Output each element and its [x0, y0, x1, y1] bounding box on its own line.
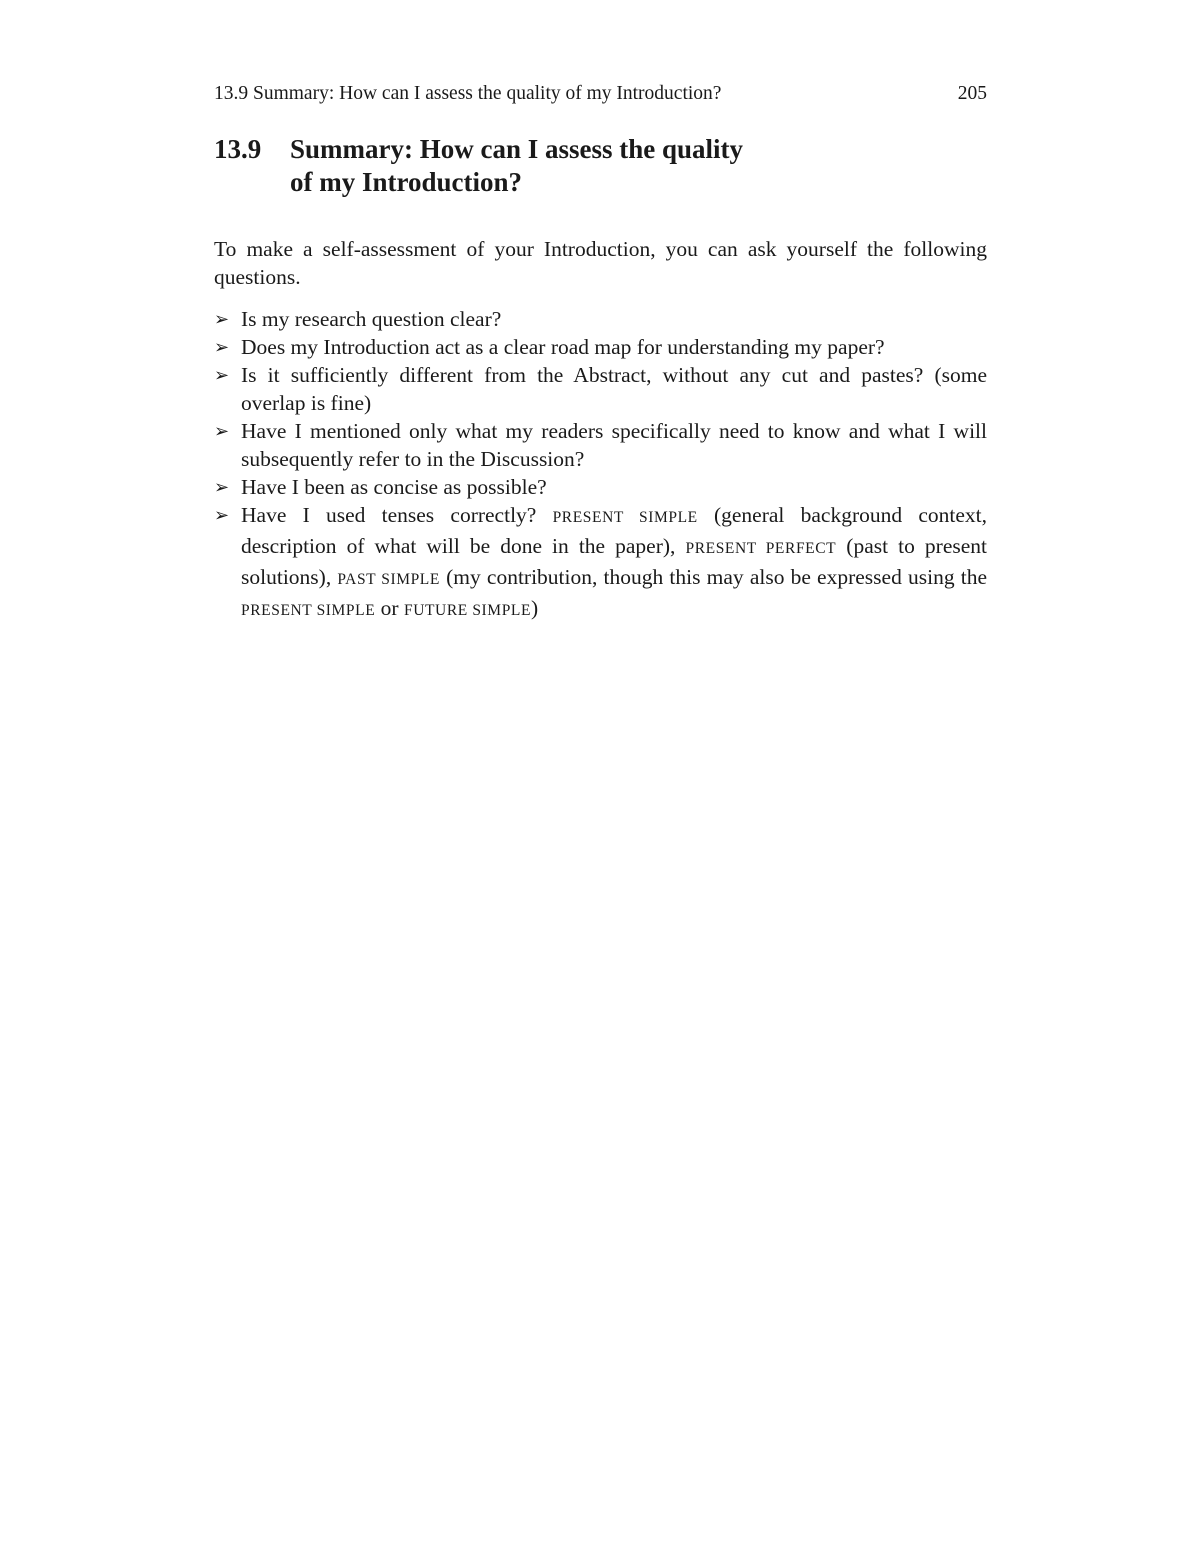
- arrow-bullet-icon: ➢: [214, 477, 230, 497]
- question-list: [214, 305, 987, 625]
- tense-term: FUTURE SIMPLE: [403, 602, 532, 619]
- arrow-bullet-icon: ➢: [214, 309, 230, 329]
- list-item: [214, 417, 987, 473]
- page-number: 205: [957, 83, 987, 104]
- intro-paragraph: To make a self-assessment of your Introduction, you can ask yourself the following questions.: [214, 237, 987, 289]
- list-item-tenses: [214, 501, 987, 625]
- tense-term: PRESENT SIMPLE: [241, 602, 376, 619]
- arrow-bullet-icon: ➢: [214, 337, 230, 357]
- list-item: [214, 305, 987, 333]
- running-title: 13.9 Summary: How can I assess the quality of my Introduction?: [214, 83, 722, 104]
- tense-term: PRESENT SIMPLE: [552, 509, 698, 526]
- arrow-bullet-icon: ➢: [214, 505, 230, 525]
- text-run: or: [375, 596, 404, 620]
- list-item-text: [241, 503, 987, 620]
- text-run: (my contribution, though this may also be expressed using the: [439, 565, 988, 589]
- arrow-bullet-icon: ➢: [214, 365, 230, 385]
- text-run: (general background context, description of what will be done in the paper),: [241, 503, 988, 558]
- list-item: [214, 333, 987, 361]
- list-item: [214, 473, 987, 501]
- tense-term: PRESENT PERFECT: [685, 540, 837, 557]
- text-run: Have I used tenses correctly?: [241, 503, 553, 527]
- running-header: [214, 80, 987, 108]
- tense-term: PAST SIMPLE: [337, 571, 440, 588]
- section-title-line-1: Summary: How can I assess the quality: [290, 134, 744, 164]
- section-title: [290, 133, 850, 199]
- text-run: (past to present solutions),: [241, 534, 987, 589]
- list-item-text: Have I been as concise as possible?: [241, 475, 547, 499]
- section-number: 13.9: [214, 134, 262, 164]
- list-item-text: Is it sufficiently different from the Abstract, without any cut and pastes? (some overlap is fine): [241, 363, 987, 415]
- text-run: ): [531, 596, 539, 620]
- list-item-text: Does my Introduction act as a clear road map for understanding my paper?: [241, 335, 885, 359]
- list-item-text: Have I mentioned only what my readers specifically need to know and what I will subsequently refer to in the Discussion?: [241, 419, 987, 471]
- arrow-bullet-icon: ➢: [214, 421, 230, 441]
- list-item: [214, 361, 987, 417]
- list-item-text: Is my research question clear?: [241, 307, 502, 331]
- section-title-line-2: of my Introduction?: [290, 167, 523, 197]
